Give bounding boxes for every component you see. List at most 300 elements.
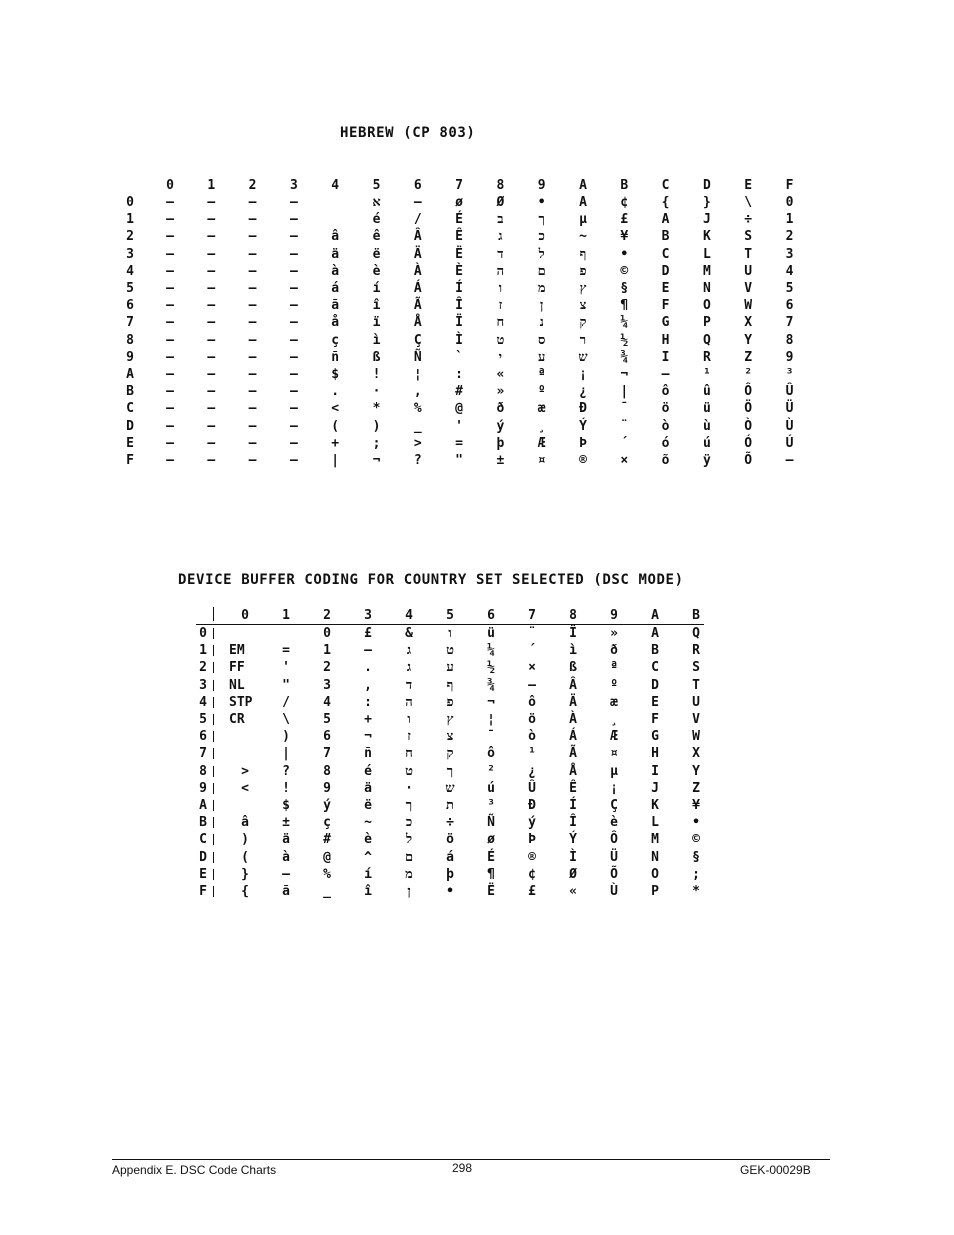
device-cell: Ô — [610, 832, 618, 848]
device-cell: C — [651, 660, 659, 676]
hebrew-col-header: B — [620, 178, 629, 193]
hebrew-cell: – — [207, 246, 216, 262]
hebrew-row-header: 8 — [126, 332, 134, 348]
device-row-header: 4 — [199, 694, 207, 710]
device-cell: Ç — [610, 798, 618, 813]
hebrew-cell: י — [498, 349, 503, 365]
device-cell: צ — [446, 729, 454, 745]
hebrew-cell: ³ — [785, 367, 794, 382]
device-cell: ו — [407, 712, 411, 727]
hebrew-cell: ? — [413, 453, 422, 468]
device-col-header: 7 — [528, 608, 536, 623]
device-col-header: 9 — [610, 608, 618, 623]
hebrew-cell: R — [702, 349, 711, 365]
hebrew-cell: ¯ — [620, 401, 629, 417]
device-cell: ¼ — [487, 643, 495, 659]
device-cell: ) — [282, 729, 290, 745]
hebrew-cell: W — [744, 298, 753, 314]
device-cell: ý — [323, 798, 331, 813]
hebrew-cell: – — [248, 401, 257, 417]
device-cell: ^ — [364, 849, 372, 865]
hebrew-cell: | — [331, 453, 340, 468]
hebrew-cell: – — [248, 298, 257, 314]
hebrew-cell: ל — [538, 246, 545, 262]
device-cell: – — [364, 643, 372, 659]
hebrew-cell: – — [289, 384, 298, 400]
device-cell: K — [651, 798, 659, 813]
hebrew-cell: – — [207, 332, 216, 348]
hebrew-cell: Q — [702, 332, 711, 348]
hebrew-col-header: C — [661, 178, 670, 193]
hebrew-row-header: B — [126, 384, 134, 400]
device-cell: à — [282, 849, 290, 865]
hebrew-cell: û — [702, 384, 711, 400]
hebrew-cell: – — [289, 298, 298, 314]
device-cell: â — [241, 815, 249, 831]
hebrew-row-header: F — [126, 453, 134, 468]
device-cell: T — [692, 677, 700, 693]
hebrew-cell: – — [289, 229, 298, 245]
device-cell: 4 — [323, 694, 331, 710]
hebrew-cell: ² — [744, 367, 753, 382]
hebrew-row-header: A — [126, 367, 134, 382]
hebrew-cell: Z — [744, 349, 753, 365]
device-row-separator — [213, 714, 214, 725]
hebrew-cell: þ — [496, 435, 505, 451]
device-cell: ד — [405, 677, 413, 693]
hebrew-row-header: 5 — [126, 281, 134, 296]
device-cell: ® — [528, 849, 536, 865]
device-row-separator — [213, 800, 214, 811]
device-cell: ½ — [487, 660, 495, 676]
hebrew-cell: J — [702, 212, 711, 228]
device-cell: , — [364, 677, 372, 693]
hebrew-cell: © — [620, 263, 629, 279]
device-row-header: 8 — [199, 763, 207, 779]
device-row-header: C — [199, 832, 207, 848]
device-cell: ; — [692, 866, 700, 882]
hebrew-cell: – — [289, 367, 298, 382]
hebrew-cell: ¬ — [372, 453, 381, 468]
hebrew-cell: ý — [496, 418, 505, 434]
device-cell: ¢ — [528, 866, 536, 882]
hebrew-cell: í — [372, 281, 381, 296]
hebrew-cell: ø — [455, 195, 463, 210]
device-cell: ט — [405, 763, 413, 779]
hebrew-cell: « — [496, 367, 505, 382]
device-cell: Ü — [610, 849, 618, 865]
hebrew-cell: â — [331, 229, 340, 245]
hebrew-cell: – — [248, 229, 257, 245]
hebrew-cell: – — [207, 349, 216, 365]
hebrew-cell: E — [661, 281, 670, 296]
device-cell: Ï — [569, 626, 577, 641]
hebrew-cell: ¶ — [620, 298, 629, 314]
hebrew-col-header: 3 — [289, 178, 298, 193]
device-cell: + — [364, 712, 372, 727]
hebrew-cell: É — [455, 212, 463, 228]
device-cell: ç — [323, 815, 331, 831]
device-cell: / — [282, 694, 290, 710]
device-cell: D — [651, 677, 659, 693]
hebrew-cell: I — [661, 349, 670, 365]
device-row-header: 1 — [199, 643, 207, 659]
hebrew-cell: ô — [661, 384, 670, 400]
hebrew-cell: < — [331, 401, 340, 417]
hebrew-cell: כ — [538, 229, 545, 245]
hebrew-cell: ש — [578, 349, 588, 365]
hebrew-cell: ÿ — [702, 453, 711, 468]
hebrew-row-header: 3 — [126, 246, 134, 262]
device-cell: è — [610, 815, 618, 831]
hebrew-cell: ® — [579, 453, 587, 468]
device-cell: » — [610, 626, 618, 641]
device-row-header: 0 — [199, 626, 207, 641]
hebrew-cell: é — [372, 212, 381, 228]
hebrew-cell: Ý — [579, 418, 587, 434]
hebrew-cell: ñ — [331, 349, 340, 365]
device-cell: • — [446, 884, 454, 899]
device-cell: Û — [528, 780, 536, 796]
hebrew-cell: ë — [372, 246, 381, 262]
hebrew-cell: – — [166, 384, 174, 400]
hebrew-cell: – — [289, 401, 298, 417]
hebrew-cell: | — [620, 384, 629, 400]
device-cell: ¦ — [487, 712, 495, 727]
device-cell: _ — [323, 884, 331, 899]
device-cell: ö — [528, 712, 536, 727]
hebrew-cell: – — [289, 349, 298, 365]
hebrew-cell: \ — [744, 195, 753, 210]
hebrew-cell: ז — [498, 298, 503, 314]
hebrew-cell: / — [413, 212, 422, 228]
hebrew-cell: Á — [413, 281, 422, 296]
hebrew-cell: * — [372, 401, 381, 417]
hebrew-cell: Ø — [496, 195, 505, 210]
device-row-separator — [213, 783, 214, 794]
device-cell: × — [528, 660, 536, 676]
hebrew-cell: – — [166, 263, 174, 279]
hebrew-cell: > — [413, 435, 422, 451]
hebrew-cell: B — [661, 229, 670, 245]
device-cell: ¡ — [610, 780, 618, 796]
hebrew-cell: ÷ — [744, 212, 753, 228]
device-cell: ? — [282, 763, 290, 779]
hebrew-cell: • — [620, 246, 629, 262]
device-cell: ¸ — [610, 712, 618, 727]
device-cell: ( — [241, 849, 249, 865]
device-row-header: 3 — [199, 677, 207, 693]
device-cell: L — [651, 815, 659, 831]
device-cell: I — [651, 763, 659, 779]
hebrew-cell: Ç — [413, 332, 422, 348]
device-cell: G — [651, 729, 659, 745]
hebrew-cell: O — [702, 298, 711, 314]
hebrew-cell: – — [207, 298, 216, 314]
hebrew-cell: – — [207, 367, 216, 382]
device-cell: ë — [364, 798, 372, 813]
hebrew-cell: ס — [537, 332, 546, 348]
device-cell: Î — [569, 815, 577, 831]
device-cell: ² — [487, 763, 495, 779]
device-cell: 5 — [323, 712, 331, 727]
hebrew-row-header: 6 — [126, 298, 134, 314]
device-cell: ä — [282, 832, 290, 848]
hebrew-cell: ¦ — [413, 367, 422, 382]
device-cell: Ø — [569, 866, 577, 882]
hebrew-cell: £ — [620, 212, 629, 228]
hebrew-cell: 1 — [785, 212, 794, 228]
device-cell: כ — [405, 815, 413, 831]
device-cell: R — [692, 643, 700, 659]
hebrew-cell: – — [166, 418, 174, 434]
hebrew-cell: ' — [455, 418, 463, 434]
device-cell: Þ — [528, 832, 536, 848]
device-cell: ò — [528, 729, 536, 745]
device-cell: ו — [448, 626, 452, 641]
device-cell: B — [651, 643, 659, 659]
device-cell: & — [405, 626, 413, 641]
device-cell: ÷ — [446, 815, 454, 831]
device-cell: E — [651, 694, 659, 710]
hebrew-cell: Õ — [744, 453, 753, 468]
device-cell: 2 — [323, 660, 331, 676]
hebrew-cell: M — [702, 263, 711, 279]
hebrew-cell: V — [744, 281, 753, 296]
device-cell: Ð — [528, 798, 536, 813]
device-cell: æ — [610, 694, 618, 710]
hebrew-cell: – — [207, 229, 216, 245]
hebrew-cell: ± — [496, 453, 505, 468]
hebrew-cell: Ò — [744, 418, 753, 434]
device-row-header: 7 — [199, 746, 207, 762]
device-cell: ג — [406, 660, 412, 676]
hebrew-cell: מ — [537, 281, 546, 296]
device-cell: ט — [446, 643, 454, 659]
device-cell: ú — [487, 780, 495, 796]
device-row-header: 6 — [199, 729, 207, 745]
hebrew-row-header: 9 — [126, 349, 134, 365]
device-row-separator — [213, 731, 214, 742]
device-row-separator — [213, 834, 214, 845]
device-cell: ' — [282, 660, 290, 676]
device-cell: í — [364, 866, 372, 882]
hebrew-cell: ק — [579, 315, 587, 331]
hebrew-cell: $ — [331, 367, 340, 382]
hebrew-cell: 7 — [785, 315, 794, 331]
device-cell: ô — [528, 694, 536, 710]
hebrew-cell: – — [207, 418, 216, 434]
device-cell: ô — [487, 746, 495, 762]
hebrew-cell: ã — [331, 298, 340, 314]
hebrew-cell: 8 — [785, 332, 794, 348]
hebrew-cell: – — [289, 246, 298, 262]
hebrew-cell: – — [166, 435, 174, 451]
device-cell: ý — [528, 815, 536, 831]
device-cell: $ — [282, 798, 290, 813]
hebrew-cell: – — [207, 195, 216, 210]
device-cell: ¾ — [487, 677, 495, 693]
hebrew-cell: ò — [661, 418, 670, 434]
hebrew-cell: – — [207, 384, 216, 400]
device-col-header: 3 — [364, 608, 372, 623]
hebrew-cell: X — [744, 315, 753, 331]
device-cell: = — [282, 643, 290, 659]
hebrew-cell: Î — [455, 298, 463, 314]
hebrew-cell: ץ — [579, 281, 587, 296]
hebrew-cell: ` — [455, 349, 463, 365]
device-cell: J — [651, 780, 659, 796]
hebrew-cell: ö — [661, 401, 670, 417]
device-cell: FF — [229, 660, 245, 676]
hebrew-cell: C — [661, 246, 670, 262]
device-cell: ן — [407, 884, 411, 899]
device-row-separator — [213, 680, 214, 691]
hebrew-cell: è — [372, 263, 381, 279]
device-cell: µ — [610, 763, 618, 779]
hebrew-col-header: 0 — [166, 178, 174, 193]
hebrew-cell: 3 — [785, 246, 794, 262]
hebrew-cell: 0 — [785, 195, 794, 210]
device-cell: º — [610, 677, 618, 693]
device-cell: } — [241, 866, 249, 882]
device-row-separator — [213, 766, 214, 777]
device-row-header: 9 — [199, 780, 207, 796]
device-cell: { — [241, 884, 249, 899]
hebrew-cell: Å — [413, 315, 422, 331]
device-row-header: E — [199, 866, 207, 882]
hebrew-row-header: 4 — [126, 263, 134, 279]
device-cell: . — [364, 660, 372, 676]
footer-left: Appendix E. DSC Code Charts — [112, 1163, 277, 1177]
device-cell: ã — [282, 884, 290, 899]
device-cell: O — [651, 866, 659, 882]
device-cell: ì — [569, 643, 577, 659]
hebrew-cell: G — [661, 315, 670, 331]
device-cell: > — [241, 763, 249, 779]
device-cell: CR — [229, 712, 245, 727]
hebrew-col-header: 9 — [537, 178, 546, 193]
hebrew-cell: Ó — [744, 435, 753, 451]
device-cell: Ê — [569, 780, 577, 796]
device-cell: – — [282, 866, 290, 882]
hebrew-col-header: D — [702, 178, 711, 193]
hebrew-cell: – — [248, 315, 257, 331]
hebrew-col-header: E — [744, 178, 753, 193]
device-cell: * — [692, 884, 700, 899]
hebrew-cell: – — [289, 315, 298, 331]
hebrew-cell: ~ — [579, 229, 587, 245]
hebrew-cell: { — [661, 195, 670, 210]
device-chart-title: DEVICE BUFFER CODING FOR COUNTRY SET SELECTED (DSC MODE) — [178, 572, 684, 588]
hebrew-cell: ´ — [620, 435, 629, 451]
hebrew-row-header: 1 — [126, 212, 134, 228]
hebrew-cell: – — [166, 367, 174, 382]
hebrew-cell: § — [620, 281, 629, 296]
hebrew-cell: – — [248, 453, 257, 468]
hebrew-cell: À — [413, 263, 422, 279]
device-row-header: 5 — [199, 712, 207, 727]
hebrew-cell: µ — [579, 212, 587, 228]
hebrew-cell: ; — [372, 435, 381, 451]
device-row-separator — [213, 748, 214, 759]
hebrew-cell: × — [620, 453, 629, 468]
device-cell: ¯ — [487, 729, 495, 745]
hebrew-cell: – — [248, 349, 257, 365]
device-cell: H — [651, 746, 659, 762]
hebrew-cell: ן — [540, 298, 544, 314]
hebrew-cell: ä — [331, 246, 340, 262]
hebrew-cell: Ë — [455, 246, 463, 262]
device-cell: ץ — [446, 712, 454, 727]
hebrew-cell: – — [207, 435, 216, 451]
device-cell: ך — [446, 763, 454, 779]
hebrew-cell: ( — [331, 418, 340, 434]
hebrew-cell: ¨ — [620, 418, 629, 434]
hebrew-cell: ף — [579, 246, 587, 262]
hebrew-cell: ה — [496, 263, 505, 279]
device-cell: " — [282, 677, 290, 693]
device-cell: ß — [569, 660, 577, 676]
device-cell: ¬ — [364, 729, 372, 745]
hebrew-cell: – — [289, 435, 298, 451]
device-cell: ¬ — [487, 694, 495, 710]
hebrew-cell: Û — [785, 384, 794, 400]
hebrew-cell: – — [207, 401, 216, 417]
hebrew-cell: – — [166, 453, 174, 468]
hebrew-cell: ע — [538, 349, 546, 365]
hebrew-cell: – — [166, 332, 174, 348]
hebrew-cell: } — [702, 195, 711, 210]
device-cell: W — [692, 729, 700, 745]
device-cell: N — [651, 849, 659, 865]
hebrew-cell: È — [455, 263, 463, 279]
device-cell: P — [651, 884, 659, 899]
device-cell: É — [487, 849, 495, 865]
hebrew-cell: – — [289, 195, 298, 210]
hebrew-cell: S — [744, 229, 753, 245]
hebrew-cell: Ã — [413, 298, 422, 314]
device-row-header: A — [199, 798, 207, 813]
hebrew-col-header: 7 — [455, 178, 463, 193]
hebrew-cell: – — [166, 401, 174, 417]
hebrew-cell: ª — [537, 367, 546, 382]
device-row-header: 2 — [199, 660, 207, 676]
device-cell: ³ — [487, 798, 495, 813]
device-cell: Ä — [569, 694, 577, 710]
hebrew-cell: – — [248, 281, 257, 296]
hebrew-cell: 9 — [785, 349, 794, 365]
hebrew-cell: ג — [498, 229, 503, 245]
device-cell: © — [692, 832, 700, 848]
device-cell: Ñ — [487, 815, 495, 831]
device-row-separator — [213, 645, 214, 656]
device-cell: Õ — [610, 866, 618, 882]
device-row-separator — [213, 869, 214, 880]
device-cell: 8 — [323, 763, 331, 779]
device-header-separator — [213, 607, 214, 621]
hebrew-chart-title: HEBREW (CP 803) — [340, 125, 476, 141]
hebrew-cell: ¾ — [620, 349, 629, 365]
hebrew-cell: 2 — [785, 229, 794, 245]
hebrew-cell: . — [331, 384, 340, 400]
device-cell: § — [692, 849, 700, 865]
device-row-header: D — [199, 849, 207, 865]
hebrew-cell: Ô — [744, 384, 753, 400]
hebrew-cell: פ — [579, 263, 587, 279]
hebrew-cell: 4 — [785, 263, 794, 279]
device-cell: • — [692, 815, 700, 831]
